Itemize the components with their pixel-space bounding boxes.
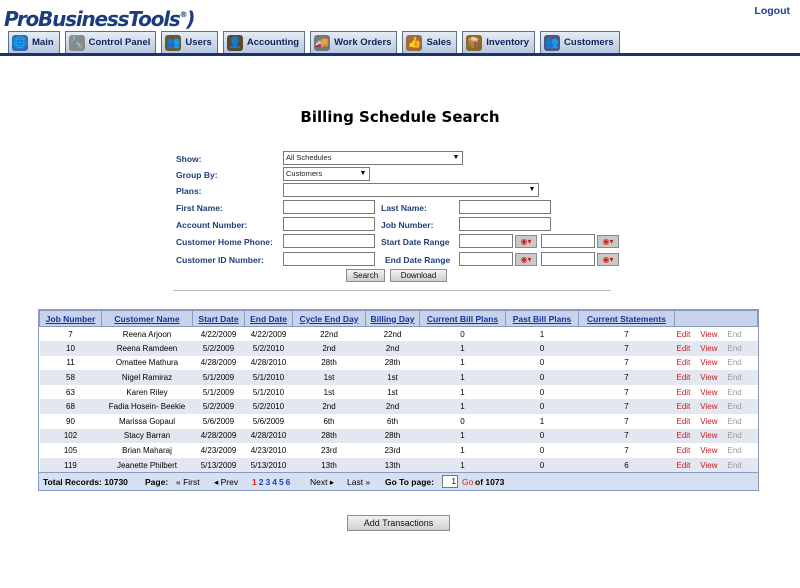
table-cell: 7 <box>40 327 102 342</box>
table-cell: 5/6/2009 <box>245 414 293 429</box>
goto-page-input[interactable]: 1 <box>442 475 458 488</box>
edit-link[interactable]: Edit <box>676 402 691 412</box>
chevron-down-icon: ▼ <box>359 170 367 177</box>
edit-link[interactable]: Edit <box>676 416 691 426</box>
table-cell: 7 <box>579 370 675 385</box>
group-by-select[interactable] <box>283 167 370 181</box>
total-records: Total Records: 10730 <box>43 477 128 488</box>
column-header[interactable]: Cycle End Day <box>293 311 366 327</box>
table-cell: 0 <box>420 327 506 342</box>
table-cell: Stacy Barran <box>102 429 193 444</box>
table-cell: 7 <box>579 414 675 429</box>
calendar-icon[interactable]: ◉▾ <box>515 235 537 248</box>
table-cell: 7 <box>579 385 675 400</box>
table-row <box>40 399 758 414</box>
next-page-link[interactable]: Next ▸ <box>310 477 335 488</box>
column-header <box>675 311 758 327</box>
end-link[interactable]: End <box>727 431 742 441</box>
pagination-bar <box>39 472 758 490</box>
table-cell: 63 <box>40 385 102 400</box>
table-cell: 1 <box>420 443 506 458</box>
table-cell: 7 <box>579 443 675 458</box>
table-cell: 2nd <box>293 341 366 356</box>
edit-link[interactable]: Edit <box>676 446 691 456</box>
table-cell: 1 <box>506 327 579 342</box>
table-cell: 5/1/2010 <box>245 385 293 400</box>
divider <box>173 290 611 291</box>
table-cell: 5/2/2010 <box>245 341 293 356</box>
table-cell: 105 <box>40 443 102 458</box>
column-header[interactable]: Job Number <box>40 311 102 327</box>
table-cell: Reena Arjoon <box>102 327 193 342</box>
row-actions <box>675 399 758 414</box>
table-cell: 2nd <box>293 399 366 414</box>
end-date-to-input[interactable] <box>541 252 595 266</box>
page-title: Billing Schedule Search <box>300 108 500 126</box>
view-link[interactable]: View <box>700 402 718 412</box>
table-header-row <box>40 311 758 327</box>
end-link[interactable]: End <box>727 329 742 339</box>
table-cell: 1st <box>366 385 420 400</box>
row-actions <box>675 341 758 356</box>
table-cell: 0 <box>506 370 579 385</box>
start-date-to-input[interactable] <box>541 234 595 248</box>
row-actions <box>675 458 758 473</box>
table-row <box>40 341 758 356</box>
view-link[interactable]: View <box>700 416 718 426</box>
table-cell: 1 <box>420 399 506 414</box>
start-date-range-label: Start Date Range <box>381 237 450 247</box>
job-number-input[interactable] <box>459 217 551 231</box>
tab-main[interactable] <box>8 31 60 53</box>
tab-label: Users <box>185 37 212 48</box>
tab-accounting[interactable] <box>223 31 305 53</box>
end-link[interactable]: End <box>727 387 742 397</box>
edit-link[interactable]: Edit <box>676 329 691 339</box>
table-cell: 7 <box>579 341 675 356</box>
table-cell: 1 <box>420 385 506 400</box>
table-cell: 0 <box>506 341 579 356</box>
results-table <box>38 309 759 491</box>
table-cell: 1 <box>420 356 506 371</box>
table-cell: 7 <box>579 327 675 342</box>
table-cell: 5/1/2010 <box>245 370 293 385</box>
end-link[interactable]: End <box>727 402 742 412</box>
table-cell: 1 <box>506 414 579 429</box>
table-cell: 6 <box>579 458 675 473</box>
table-cell: 5/6/2009 <box>193 414 245 429</box>
edit-link[interactable]: Edit <box>676 460 691 470</box>
table-cell: 11 <box>40 356 102 371</box>
row-actions <box>675 429 758 444</box>
column-header[interactable]: End Date <box>245 311 293 327</box>
table-row <box>40 414 758 429</box>
table-cell: 5/2/2009 <box>193 341 245 356</box>
table-cell: 28th <box>293 356 366 371</box>
end-link[interactable]: End <box>727 373 742 383</box>
table-cell: 90 <box>40 414 102 429</box>
table-cell: 102 <box>40 429 102 444</box>
accounting-icon: 👤 <box>227 36 242 49</box>
table-cell: 4/23/2009 <box>193 443 245 458</box>
home-phone-input[interactable] <box>283 234 375 248</box>
table-cell: 4/22/2009 <box>193 327 245 342</box>
page-numbers <box>252 477 292 487</box>
row-actions <box>675 327 758 342</box>
calendar-icon[interactable]: ◉▾ <box>597 235 619 248</box>
account-number-label: Account Number: <box>176 220 248 230</box>
page-number-link[interactable]: 1 <box>252 477 257 488</box>
column-header[interactable]: Current Statements <box>579 311 675 327</box>
table-row <box>40 370 758 385</box>
table-row <box>40 458 758 473</box>
table-cell: 0 <box>506 399 579 414</box>
edit-link[interactable]: Edit <box>676 373 691 383</box>
home-phone-label: Customer Home Phone: <box>176 237 273 247</box>
table-cell: 7 <box>579 356 675 371</box>
end-link[interactable]: End <box>727 343 742 353</box>
end-link[interactable]: End <box>727 460 742 470</box>
table-cell: 23rd <box>366 443 420 458</box>
edit-link[interactable]: Edit <box>676 343 691 353</box>
table-cell: 4/28/2010 <box>245 429 293 444</box>
table-cell: 4/28/2009 <box>193 356 245 371</box>
first-page-link[interactable]: « First <box>176 477 200 488</box>
main-icon: 🌐 <box>13 36 27 49</box>
table-cell: 1st <box>293 370 366 385</box>
table-row <box>40 443 758 458</box>
table-cell: Karen Riley <box>102 385 193 400</box>
row-actions <box>675 443 758 458</box>
table-cell: 4/23/2010 <box>245 443 293 458</box>
view-link[interactable]: View <box>700 329 718 339</box>
table-cell: 4/28/2010 <box>245 356 293 371</box>
row-actions <box>675 385 758 400</box>
table-cell: 6th <box>366 414 420 429</box>
brand-name: BusinessTools <box>38 7 180 31</box>
users-icon: 👥 <box>166 36 181 49</box>
table-cell: 4/22/2009 <box>245 327 293 342</box>
table-cell: 0 <box>506 443 579 458</box>
view-link[interactable]: View <box>700 373 718 383</box>
tab-work-orders[interactable] <box>310 31 397 53</box>
customers-icon: 👥 <box>545 36 559 49</box>
page-number-link[interactable]: 5 <box>278 477 284 488</box>
row-actions <box>675 370 758 385</box>
end-link[interactable]: End <box>727 358 742 368</box>
plans-label: Plans: <box>176 186 202 196</box>
job-number-label: Job Number: <box>381 220 434 230</box>
chevron-down-icon: ▼ <box>452 154 460 161</box>
goto-page-label: Go To page: <box>385 477 434 488</box>
calendar-icon[interactable]: ◉▾ <box>597 253 619 266</box>
column-header[interactable]: Start Date <box>193 311 245 327</box>
table-cell: 5/1/2009 <box>193 370 245 385</box>
table-cell: 1st <box>293 385 366 400</box>
table-cell: Reena Ramdeen <box>102 341 193 356</box>
brand-mark: ) <box>186 7 195 31</box>
brand-reg: ® <box>179 10 187 19</box>
tab-bar-line <box>0 53 800 56</box>
column-header[interactable]: Current Bill Plans <box>420 311 506 327</box>
chevron-down-icon: ▼ <box>528 186 536 193</box>
table-cell: Nigel Ramiraz <box>102 370 193 385</box>
table-cell: 28th <box>366 429 420 444</box>
view-link[interactable]: View <box>700 358 718 368</box>
last-name-label: Last Name: <box>381 203 427 213</box>
table-cell: 1st <box>366 370 420 385</box>
table-cell: 7 <box>579 399 675 414</box>
table-cell: 0 <box>506 385 579 400</box>
add-transactions-button[interactable]: Add Transactions <box>347 515 450 531</box>
brand-pro: Pro <box>4 7 39 31</box>
table-cell: 5/1/2009 <box>193 385 245 400</box>
table-cell: 22nd <box>366 327 420 342</box>
table-cell: 1 <box>420 341 506 356</box>
column-header[interactable]: Billing Day <box>366 311 420 327</box>
table-body <box>40 327 758 473</box>
table-cell: 13th <box>366 458 420 473</box>
table-cell: 23rd <box>293 443 366 458</box>
sales-icon: 👍 <box>407 36 422 49</box>
table-cell: 58 <box>40 370 102 385</box>
table-cell: 5/13/2009 <box>193 458 245 473</box>
table-cell: 1 <box>420 370 506 385</box>
account-number-input[interactable] <box>283 217 375 231</box>
table-cell: 5/2/2009 <box>193 399 245 414</box>
table-cell: 4/28/2009 <box>193 429 245 444</box>
tab-users[interactable] <box>161 31 217 53</box>
table-cell: 28th <box>366 356 420 371</box>
tab-control-panel[interactable] <box>65 31 157 53</box>
table-cell: 5/2/2010 <box>245 399 293 414</box>
table-cell: 68 <box>40 399 102 414</box>
table-cell: 119 <box>40 458 102 473</box>
tab-label: Work Orders <box>334 37 392 48</box>
prev-page-link[interactable]: ◂ Prev <box>214 477 239 488</box>
tab-sales[interactable] <box>402 31 457 53</box>
tab-label: Customers <box>564 37 614 48</box>
calendar-icon[interactable]: ◉▾ <box>515 253 537 266</box>
tab-label: Main <box>32 37 54 48</box>
table-cell: Fadia Hosein- Beekie <box>102 399 193 414</box>
end-link[interactable]: End <box>727 416 742 426</box>
table-row <box>40 429 758 444</box>
table-cell: 7 <box>579 429 675 444</box>
table-row <box>40 356 758 371</box>
show-select[interactable] <box>283 151 463 165</box>
page-number-link[interactable]: 4 <box>272 477 277 488</box>
view-link[interactable]: View <box>700 387 718 397</box>
plans-select[interactable] <box>283 183 539 197</box>
view-link[interactable]: View <box>700 431 718 441</box>
view-link[interactable]: View <box>700 460 718 470</box>
table-cell: 1 <box>420 458 506 473</box>
table-cell: Jeanette Philbert <box>102 458 193 473</box>
table-cell: 10 <box>40 341 102 356</box>
tab-label: Accounting <box>246 37 300 48</box>
edit-link[interactable]: Edit <box>676 431 691 441</box>
tab-label: Inventory <box>486 37 530 48</box>
customer-id-input[interactable] <box>283 252 375 266</box>
end-date-from-input[interactable] <box>459 252 513 266</box>
first-name-label: First Name: <box>176 203 223 213</box>
work-orders-icon: 🚚 <box>315 36 329 49</box>
page-count: of 1073 <box>475 477 505 488</box>
group-by-value: Customers <box>286 169 323 178</box>
column-header[interactable]: Customer Name <box>102 311 193 327</box>
search-button[interactable]: Search <box>346 269 385 282</box>
main-tabs <box>8 31 620 53</box>
table-cell: 22nd <box>293 327 366 342</box>
page-label: Page: <box>145 477 169 488</box>
control-panel-icon: 🔧 <box>69 36 84 49</box>
table-cell: 13th <box>293 458 366 473</box>
table-cell: 0 <box>506 356 579 371</box>
go-button[interactable]: Go <box>462 477 474 488</box>
table-cell: 5/13/2010 <box>245 458 293 473</box>
edit-link[interactable]: Edit <box>676 387 691 397</box>
end-date-range-label: End Date Range <box>385 255 451 265</box>
inventory-icon: 📦 <box>467 36 482 49</box>
edit-link[interactable]: Edit <box>676 358 691 368</box>
table-cell: Omattee Mathura <box>102 356 193 371</box>
table-row <box>40 327 758 342</box>
start-date-from-input[interactable] <box>459 234 513 248</box>
table-cell: 6th <box>293 414 366 429</box>
logout-link[interactable]: Logout <box>754 5 790 17</box>
first-name-input[interactable] <box>283 200 375 214</box>
table-cell: 0 <box>506 429 579 444</box>
table-cell: 0 <box>506 458 579 473</box>
view-link[interactable]: View <box>700 446 718 456</box>
table-cell: 1 <box>420 429 506 444</box>
page-number-link[interactable]: 2 <box>258 477 264 488</box>
show-label: Show: <box>176 154 202 164</box>
tab-label: Control Panel <box>88 37 151 48</box>
tab-customers[interactable] <box>540 31 620 53</box>
customer-id-label: Customer ID Number: <box>176 255 264 265</box>
group-by-label: Group By: <box>176 170 218 180</box>
view-link[interactable]: View <box>700 343 718 353</box>
download-button[interactable]: Download <box>390 269 447 282</box>
table-cell: Marissa Gopaul <box>102 414 193 429</box>
table-cell: 28th <box>293 429 366 444</box>
tab-label: Sales <box>426 37 452 48</box>
brand-logo <box>4 3 194 31</box>
last-page-link[interactable]: Last » <box>347 477 371 488</box>
page-number-link[interactable]: 3 <box>265 477 271 488</box>
table-row <box>40 385 758 400</box>
row-actions <box>675 356 758 371</box>
show-value: All Schedules <box>286 153 332 162</box>
page-number-link[interactable]: 6 <box>285 477 291 488</box>
table-cell: 2nd <box>366 399 420 414</box>
row-actions <box>675 414 758 429</box>
tab-inventory[interactable] <box>462 31 535 53</box>
column-header[interactable]: Past Bill Plans <box>506 311 579 327</box>
table-cell: 0 <box>420 414 506 429</box>
table-cell: Brian Maharaj <box>102 443 193 458</box>
last-name-input[interactable] <box>459 200 551 214</box>
end-link[interactable]: End <box>727 446 742 456</box>
table-cell: 2nd <box>366 341 420 356</box>
